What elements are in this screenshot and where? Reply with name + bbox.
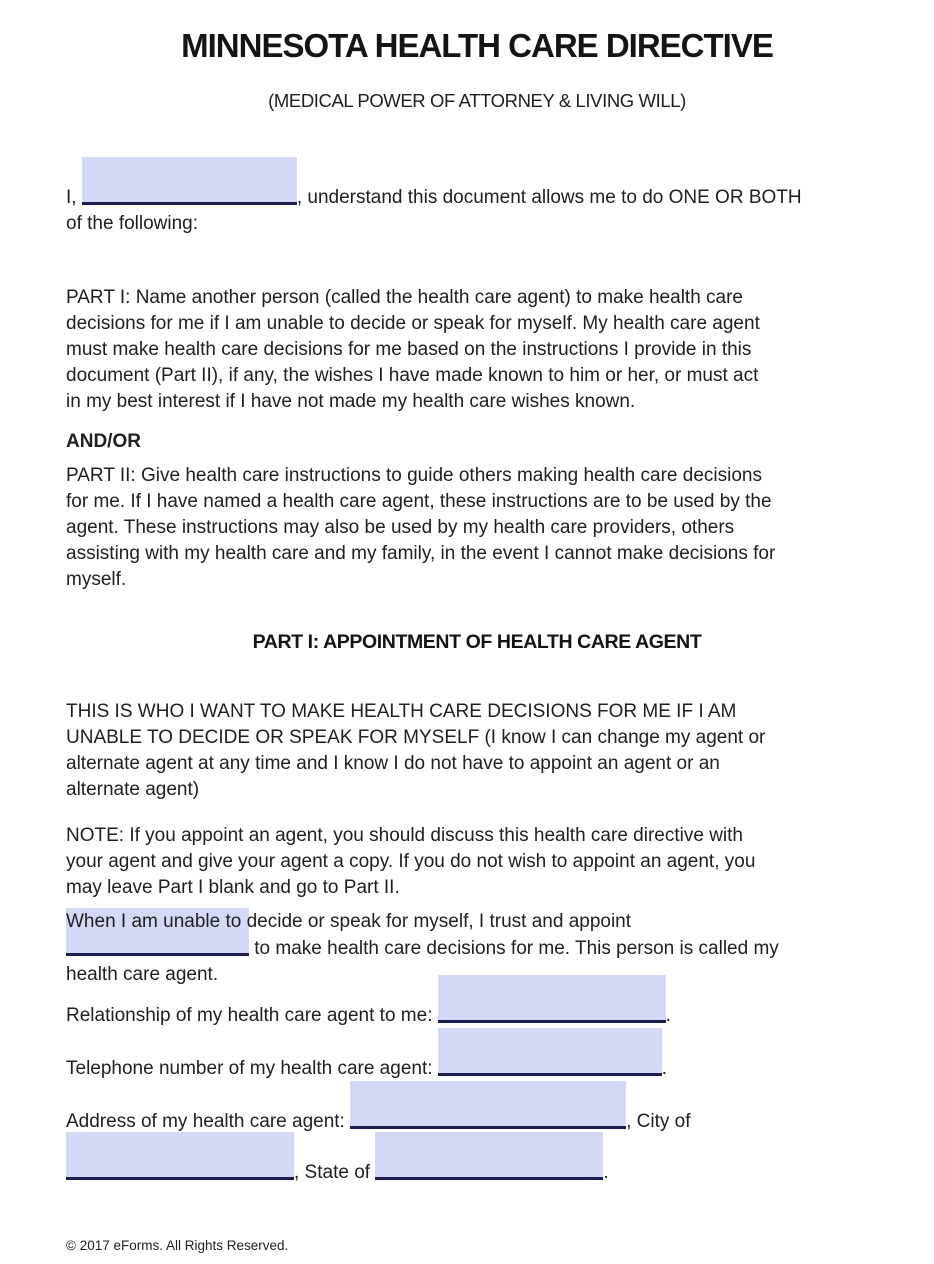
intro-suffix-line1: , understand this document allows me to do ONE OR BOTH — [296, 187, 802, 208]
address-state-field[interactable] — [375, 1159, 603, 1180]
telephone-field[interactable] — [438, 1055, 662, 1076]
telephone-period: . — [661, 1058, 668, 1079]
address-street-field-highlight — [350, 1081, 626, 1126]
relationship-line — [66, 1002, 888, 1029]
declarant-name-field[interactable] — [82, 184, 297, 205]
appointment-paragraph — [66, 909, 888, 988]
address-period: . — [603, 1162, 609, 1183]
telephone-field-highlight — [438, 1028, 662, 1073]
relationship-period: . — [665, 1005, 672, 1026]
address-city-field-highlight — [66, 1132, 294, 1177]
address-city-prefix: , City of — [626, 1111, 691, 1132]
address-state-prefix: , State of — [294, 1162, 371, 1183]
appoint-line1: When I am unable to decide or speak for myself, I trust and appoint — [66, 911, 632, 932]
relationship-label: Relationship of my health care agent to me: — [66, 1005, 433, 1026]
copyright-footer: © 2017 eForms. All Rights Reserved. — [66, 1238, 289, 1253]
part1-section-heading: PART I: APPOINTMENT OF HEALTH CARE AGENT — [252, 631, 702, 653]
telephone-line — [66, 1055, 888, 1082]
address-city-field[interactable] — [66, 1159, 294, 1180]
address-label: Address of my health care agent: — [66, 1111, 345, 1132]
telephone-label: Telephone number of my health care agent: — [66, 1058, 433, 1079]
appoint-after-line2: health care agent. — [66, 964, 219, 985]
intro-paragraph — [66, 184, 888, 237]
and-or-label: AND/OR — [66, 431, 141, 452]
note-paragraph: NOTE: If you appoint an agent, you should discuss this health care directive with your agent and give your agent a copy. If you do not wish to appoint an agent, you may leave Part I blank and go to Part II. — [66, 825, 756, 898]
who-paragraph: THIS IS WHO I WANT TO MAKE HEALTH CARE DECISIONS FOR ME IF I AM UNABLE TO DECIDE OR SPEAK FOR MYSELF (I know I can change my agent or alternate agent at any time and I know I do not have to appoint an agent or an alternate agent) — [66, 701, 766, 800]
page-subtitle: (MEDICAL POWER OF ATTORNEY & LIVING WILL) — [268, 90, 686, 111]
part1-summary-paragraph: PART I: Name another person (called the health care agent) to make health care decisions for me if I am unable to decide or speak for myself. My health care agent must make health care decisions for me based on the instructions I provide in this document (Part II), if any, the wishes I have made known to him or her, or must act in my best interest if I have not made my health care wishes known. — [66, 287, 760, 412]
city-state-line — [66, 1159, 888, 1186]
intro-prefix: I, — [66, 187, 77, 208]
address-line — [66, 1108, 888, 1135]
appoint-after-line1: to make health care decisions for me. This person is called my — [254, 938, 779, 959]
address-street-field[interactable] — [350, 1108, 626, 1129]
page-title: MINNESOTA HEALTH CARE DIRECTIVE — [181, 27, 773, 64]
address-state-field-highlight — [375, 1132, 603, 1177]
intro-suffix-line2: of the following: — [66, 213, 199, 234]
relationship-field[interactable] — [438, 1002, 666, 1023]
part2-summary-paragraph: PART II: Give health care instructions to guide others making health care decisions for me. If I have named a health care agent, these instructions are to be used by the agent. These instructions may also be used by my health care providers, others assisting with my health care and my family, in the event I cannot make decisions for myself. — [66, 465, 776, 590]
declarant-name-field-highlight — [82, 157, 297, 202]
agent-name-field[interactable] — [66, 935, 249, 956]
